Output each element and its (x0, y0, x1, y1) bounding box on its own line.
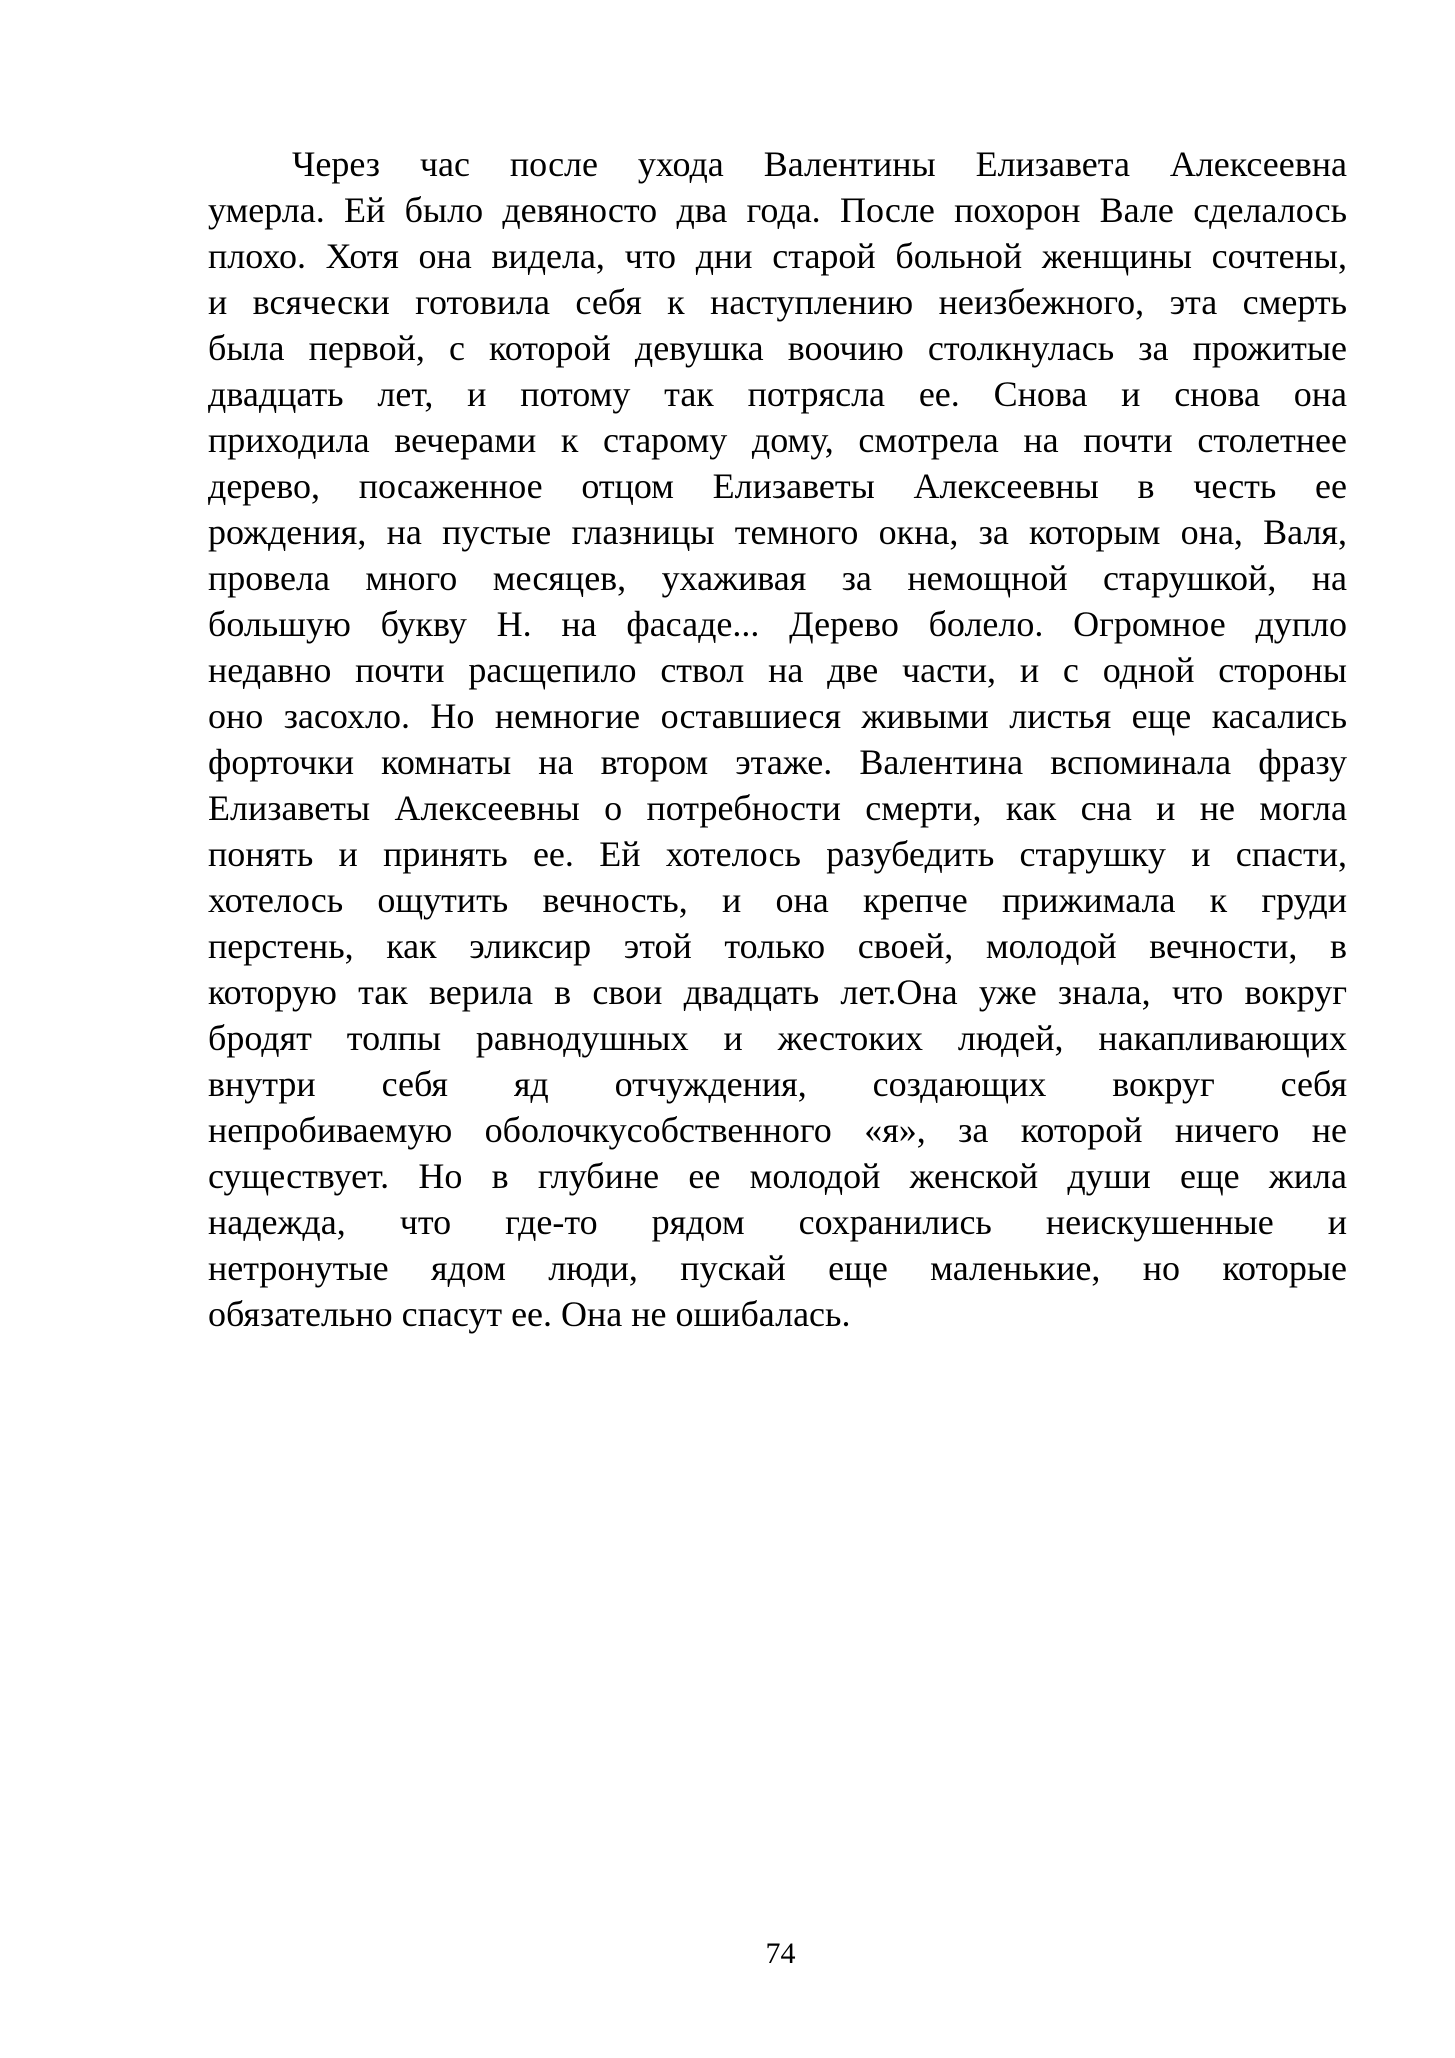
paragraph-line: внутри себя яд отчуждения, создающих вокруг себя (208, 1064, 1347, 1104)
paragraph-line: перстень, как эликсир этой только своей, молодой вечности, в (208, 926, 1347, 966)
paragraph-line: и всячески готовила себя к наступлению неизбежного, эта смерть (208, 282, 1347, 322)
paragraph-line: рождения, на пустые глазницы темного окна, за которым она, Валя, (208, 512, 1347, 552)
paragraph-line: провела много месяцев, ухаживая за немощной старушкой, на (208, 558, 1347, 598)
paragraph-line: умерла. Ей было девяносто два года. После похорон Вале сделалось (208, 190, 1347, 230)
paragraph-line: двадцать лет, и потому так потрясла ее. Снова и снова она (208, 374, 1347, 414)
paragraph-line: недавно почти расщепило ствол на две части, и с одной стороны (208, 650, 1347, 690)
paragraph-line: была первой, с которой девушка воочию столкнулась за прожитые (208, 328, 1347, 368)
paragraph-line: нетронутые ядом люди, пускай еще маленькие, но которые (208, 1248, 1347, 1288)
paragraph-line: большую букву Н. на фасаде... Дерево болело. Огромное дупло (208, 604, 1347, 644)
paragraph-line: которую так верила в свои двадцать лет.Она уже знала, что вокруг (208, 972, 1347, 1012)
paragraph-line: бродят толпы равнодушных и жестоких людей, накапливающих (208, 1018, 1347, 1058)
paragraph-line: надежда, что где-то рядом сохранились неискушенные и (208, 1202, 1347, 1242)
paragraph-line: существует. Но в глубине ее молодой женской души еще жила (208, 1156, 1347, 1196)
page-number: 74 (765, 1937, 796, 1970)
paragraph-line: обязательно спасут ее. Она не ошибалась. (208, 1294, 851, 1334)
paragraph-line: плохо. Хотя она видела, что дни старой больной женщины сочтены, (208, 236, 1347, 276)
paragraph-line: форточки комнаты на втором этаже. Валентина вспоминала фразу (208, 742, 1347, 782)
paragraph-line: Елизаветы Алексеевны о потребности смерти, как сна и не могла (208, 788, 1347, 828)
paragraph-line: оно засохло. Но немногие оставшиеся живыми листья еще касались (208, 696, 1347, 736)
paragraph-line: Через час после ухода Валентины Елизавета Алексеевна (292, 144, 1347, 184)
paragraph-line: приходила вечерами к старому дому, смотрела на почти столетнее (208, 420, 1347, 460)
paragraph-line: непробиваемую оболочкусобственного «я», за которой ничего не (208, 1110, 1347, 1150)
paragraph-line: дерево, посаженное отцом Елизаветы Алексеевны в честь ее (208, 466, 1347, 506)
paragraph-line: понять и принять ее. Ей хотелось разубедить старушку и спасти, (208, 834, 1347, 874)
paragraph (208, 141, 1347, 1337)
paragraph-line: хотелось ощутить вечность, и она крепче прижимала к груди (208, 880, 1347, 920)
